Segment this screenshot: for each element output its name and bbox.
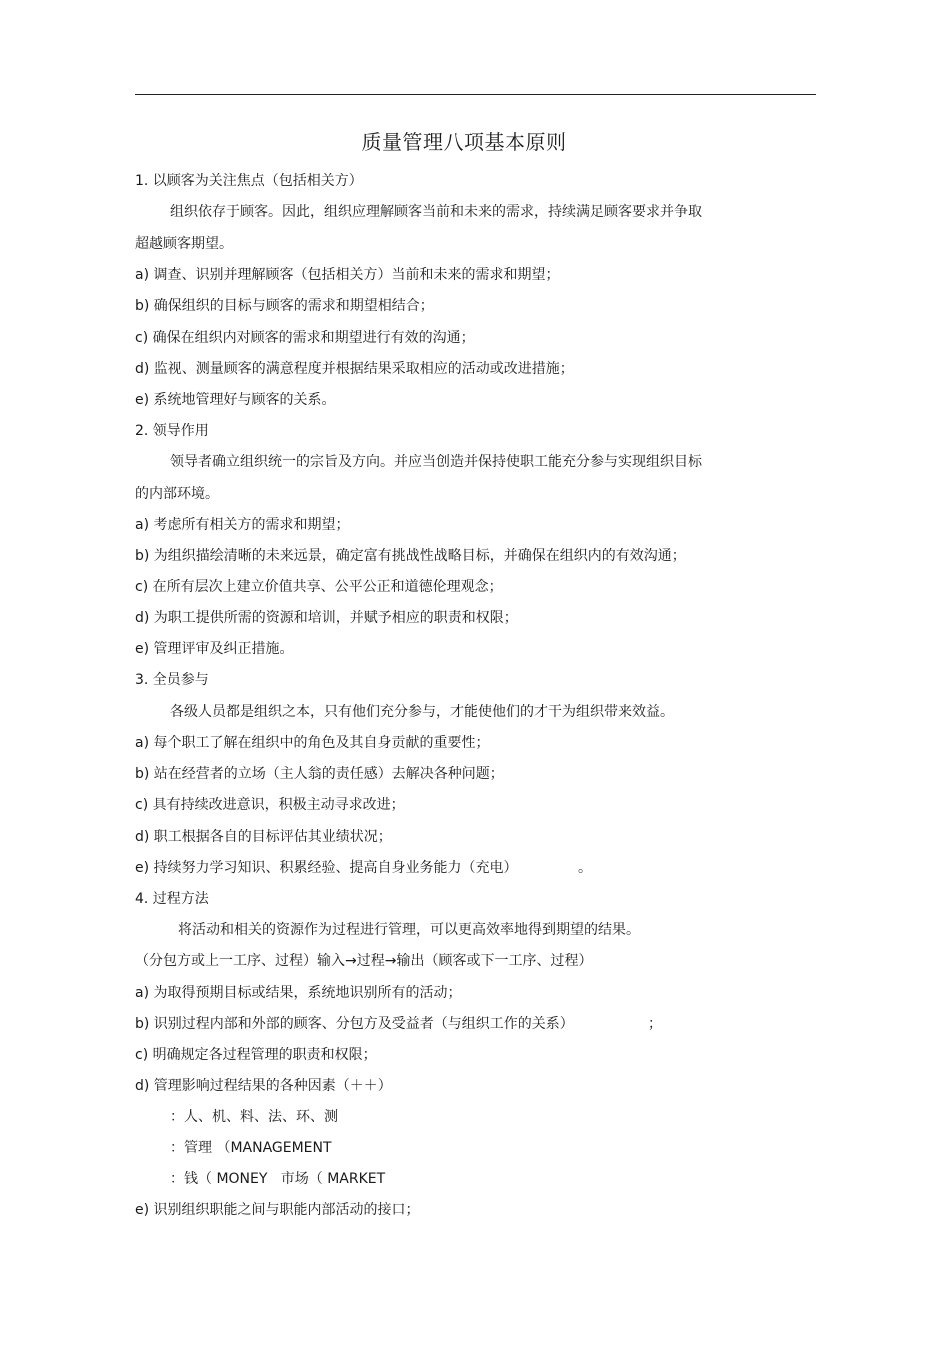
text-line: c) 确保在组织内对顾客的需求和期望进行有效的沟通； [135, 330, 475, 346]
text-line: d) 监视、测量顾客的满意程度并根据结果采取相应的活动或改进措施； [135, 361, 574, 377]
text-line: 组织依存于顾客。因此，组织应理解顾客当前和未来的需求，持续满足顾客要求并争取 [170, 204, 702, 220]
text-line: ：人、机、料、法、环、测 [170, 1109, 338, 1125]
text-line: （分包方或上一工序、过程）输入→过程→输出（顾客或下一工序、过程） [135, 953, 593, 969]
text-line: b) 为组织描绘清晰的未来远景，确定富有挑战性战略目标，并确保在组织内的有效沟通； [135, 548, 686, 564]
text-line: ：钱（ MONEY 市场（ MARKET [170, 1171, 386, 1187]
text-line: d) 为职工提供所需的资源和培训，并赋予相应的职责和权限； [135, 610, 518, 626]
text-line: d) 职工根据各自的目标评估其业绩状况； [135, 829, 392, 845]
text-line: c) 明确规定各过程管理的职责和权限； [135, 1047, 377, 1063]
text-line: 。 [578, 860, 592, 876]
text-line: a) 调查、识别并理解顾客（包括相关方）当前和未来的需求和期望； [135, 267, 560, 283]
text-line: b) 识别过程内部和外部的顾客、分包方及受益者（与组织工作的关系） [135, 1016, 574, 1032]
text-line: ； [648, 1016, 662, 1032]
text-line: a) 每个职工了解在组织中的角色及其自身贡献的重要性； [135, 735, 490, 751]
text-line: 将活动和相关的资源作为过程进行管理，可以更高效率地得到期望的结果。 [178, 922, 640, 938]
text-line: 各级人员都是组织之本，只有他们充分参与，才能使他们的才干为组织带来效益。 [170, 704, 674, 720]
text-line: c) 具有持续改进意识，积极主动寻求改进； [135, 797, 405, 813]
text-line: 3. 全员参与 [135, 672, 209, 688]
text-line: e) 管理评审及纠正措施。 [135, 641, 294, 657]
text-line: e) 持续努力学习知识、积累经验、提高自身业务能力（充电） [135, 860, 518, 876]
text-line: 的内部环境。 [135, 486, 219, 502]
text-line: 2. 领导作用 [135, 423, 209, 439]
text-line: b) 站在经营者的立场（主人翁的责任感）去解决各种问题； [135, 766, 504, 782]
text-line: 1. 以顾客为关注焦点（包括相关方） [135, 173, 363, 189]
text-line: b) 确保组织的目标与顾客的需求和期望相结合； [135, 298, 434, 314]
text-line: 领导者确立组织统一的宗旨及方向。并应当创造并保持使职工能充分参与实现组织目标 [170, 454, 702, 470]
text-line: e) 系统地管理好与顾客的关系。 [135, 392, 336, 408]
text-line: 4. 过程方法 [135, 891, 209, 907]
text-line: e) 识别组织职能之间与职能内部活动的接口； [135, 1202, 420, 1218]
text-line: a) 考虑所有相关方的需求和期望； [135, 517, 350, 533]
text-line: c) 在所有层次上建立价值共享、公平公正和道德伦理观念； [135, 579, 503, 595]
page-title: 质量管理八项基本原则 [361, 130, 567, 154]
text-line: a) 为取得预期目标或结果，系统地识别所有的活动； [135, 985, 462, 1001]
text-line: 超越顾客期望。 [135, 236, 233, 252]
header-rule [135, 94, 816, 95]
text-line: ：管理 （MANAGEMENT [170, 1140, 332, 1156]
text-line: d) 管理影响过程结果的各种因素（＋＋） [135, 1078, 392, 1094]
